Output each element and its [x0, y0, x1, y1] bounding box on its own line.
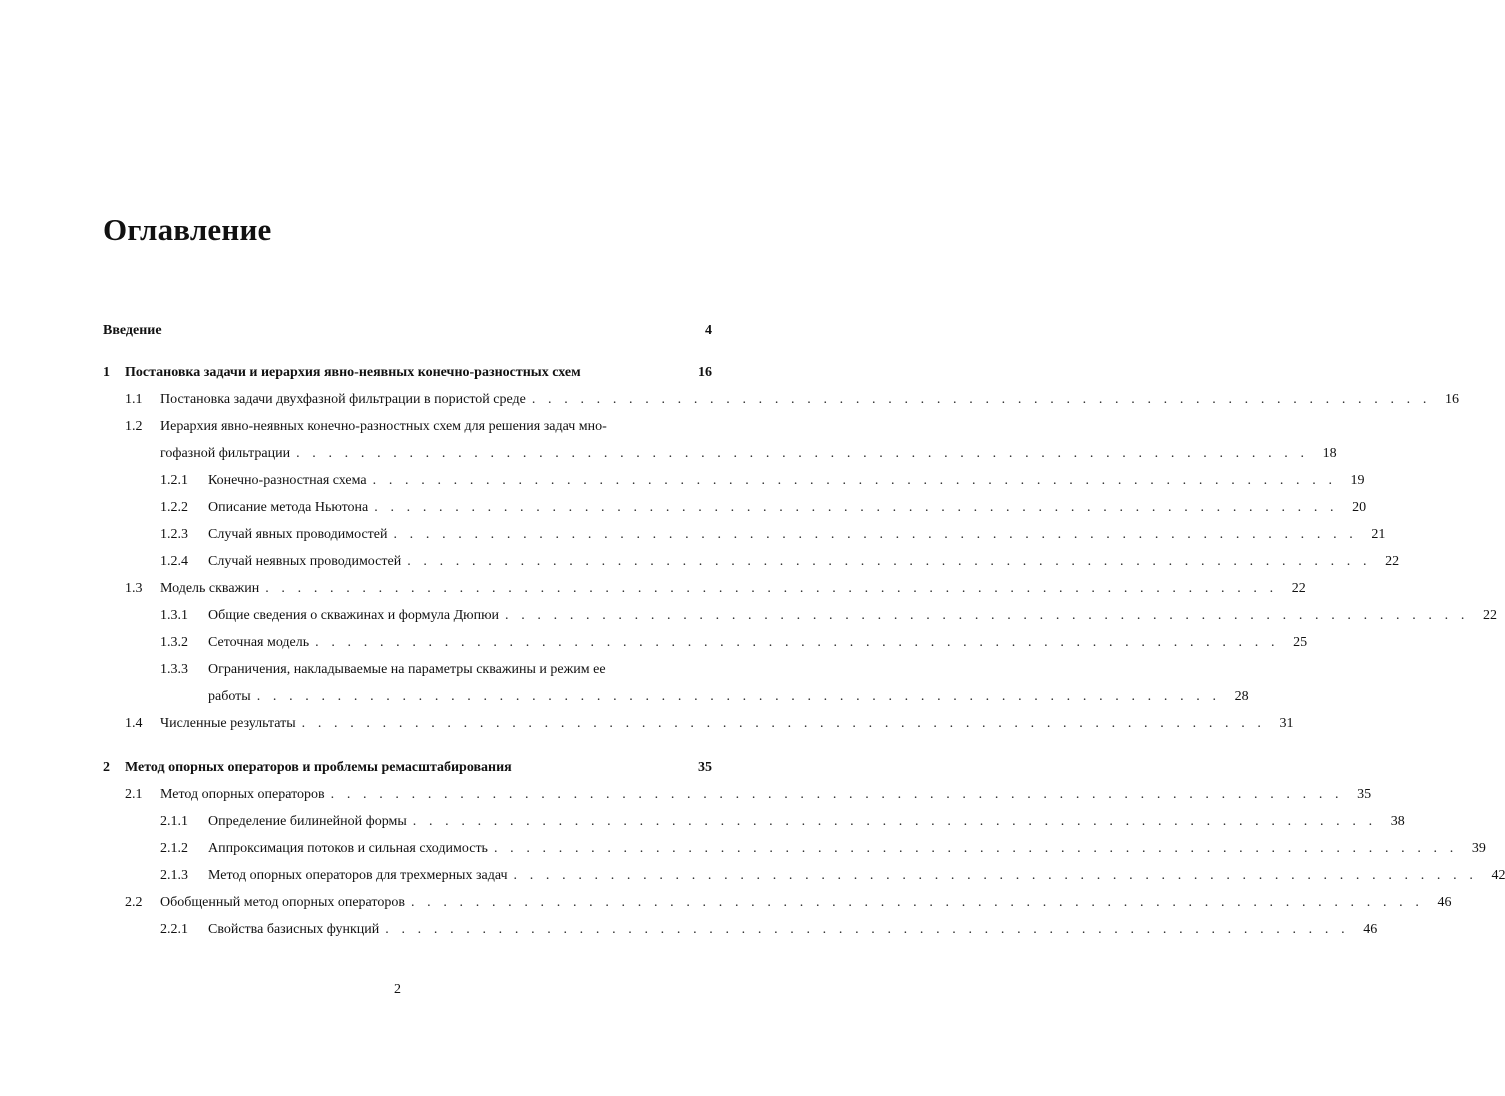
toc-page: 22	[1291, 581, 1306, 596]
toc-page: 35	[1357, 787, 1372, 802]
toc-entry-2-2[interactable]	[103, 892, 1452, 914]
toc-number: 1.2.4	[160, 554, 188, 569]
toc-number: 2.1.2	[160, 841, 188, 856]
toc-page: 22	[1385, 554, 1400, 569]
toc-leader-dots: . . . . . . . . . . . . . . . . . . . . . . . . . . . . . . . . . . . . . . . . . . . . . . . . . . . . . . . . . . . .	[372, 473, 1337, 488]
toc-title: Сеточная модель	[208, 635, 310, 650]
toc-title: Аппроксимация потоков и сильная сходимость	[208, 841, 488, 856]
toc-leader-dots: . . . . . . . . . . . . . . . . . . . . . . . . . . . . . . . . . . . . . . . . . . . . . . . . . . . . . . . . . . . .	[374, 500, 1339, 515]
toc-title: Случай явных проводимостей	[208, 527, 388, 542]
toc-number: 2	[103, 760, 110, 775]
toc-entry-1-2-2[interactable]	[103, 497, 1367, 519]
toc-leader-dots: . . . . . . . . . . . . . . . . . . . . . . . . . . . . . . . . . . . . . . . . . . . . . . . . . . . . . . . . . . . .	[505, 608, 1469, 623]
toc-entry-2-1-1[interactable]	[103, 811, 1405, 833]
toc-number: 1.3.3	[160, 662, 188, 677]
toc-entry-2-2-1[interactable]	[103, 919, 1378, 941]
toc-leader-dots: . . . . . . . . . . . . . . . . . . . . . . . . . . . . . . . . . . . . . . . . . . . . . . . . . . . . . . . . . . . .	[407, 554, 1372, 569]
toc-page: 31	[1279, 716, 1294, 731]
toc-page: 25	[1293, 635, 1308, 650]
toc-page: 16	[698, 365, 712, 380]
toc-entry-chapter-2[interactable]	[103, 757, 712, 779]
toc-entry-1-2[interactable]	[103, 416, 712, 438]
toc-page: 35	[698, 760, 712, 775]
toc-title: Случай неявных проводимостей	[208, 554, 402, 569]
toc-page: 18	[1322, 446, 1337, 461]
toc-title: Метод опорных операторов	[160, 787, 325, 802]
toc-title: Свойства базисных функций	[208, 922, 380, 937]
toc-entry-intro[interactable]	[103, 320, 712, 342]
toc-page: 21	[1371, 527, 1386, 542]
toc-leader-dots: . . . . . . . . . . . . . . . . . . . . . . . . . . . . . . . . . . . . . . . . . . . . . . . . . . . . . . . . . . . .	[315, 635, 1280, 650]
toc-page: 4	[705, 323, 712, 338]
toc-page: 38	[1390, 814, 1405, 829]
toc-entry-1-3[interactable]	[103, 578, 1306, 600]
toc-leader-dots: . . . . . . . . . . . . . . . . . . . . . . . . . . . . . . . . . . . . . . . . . . . . . . . . . . . . . . . . . . . . . . .	[265, 581, 1278, 596]
toc-leader-dots: . . . . . . . . . . . . . . . . . . . . . . . . . . . . . . . . . . . . . . . . . . . . . . . . . . . . . . . . . . . . . . .	[296, 446, 1309, 461]
toc-page: 46	[1363, 922, 1378, 937]
toc-entry-2-1-3[interactable]	[103, 865, 1505, 887]
page-number: 2	[394, 982, 401, 997]
toc-entry-1-3-3-continued[interactable]	[103, 686, 1249, 708]
toc-title: Постановка задачи и иерархия явно-неявных конечно-разностных схем	[125, 365, 581, 380]
toc-page: 20	[1352, 500, 1367, 515]
toc-title: работы	[208, 689, 251, 704]
toc-title: Иерархия явно-неявных конечно-разностных схем для решения задач мно-	[160, 419, 607, 434]
toc-leader-dots: . . . . . . . . . . . . . . . . . . . . . . . . . . . . . . . . . . . . . . . . . . . . . . . . . . . . . . . .	[531, 392, 1431, 407]
toc-entry-2-1[interactable]	[103, 784, 1372, 806]
toc-leader-dots: . . . . . . . . . . . . . . . . . . . . . . . . . . . . . . . . . . . . . . . . . . . . . . . . . . . . . . . . . . . .	[385, 922, 1350, 937]
toc-entry-1-3-2[interactable]	[103, 632, 1308, 654]
toc-entry-chapter-1[interactable]	[103, 362, 712, 384]
toc-page: 19	[1350, 473, 1365, 488]
toc-page: 28	[1234, 689, 1249, 704]
toc-page: 16	[1444, 392, 1459, 407]
toc-page: 39	[1471, 841, 1486, 856]
toc-title: Конечно-разностная схема	[208, 473, 367, 488]
toc-number: 1.2.3	[160, 527, 188, 542]
toc-title: Определение билинейной формы	[208, 814, 407, 829]
toc-number: 1.3.1	[160, 608, 188, 623]
toc-number: 2.1.1	[160, 814, 188, 829]
toc-entry-1-2-continued[interactable]	[103, 443, 1337, 465]
toc-page: 22	[1482, 608, 1497, 623]
toc-title: Введение	[103, 323, 162, 338]
toc-title: гофазной фильтрации	[160, 446, 291, 461]
toc-title: Модель скважин	[160, 581, 260, 596]
toc-entry-1-2-1[interactable]	[103, 470, 1365, 492]
toc-entry-1-2-3[interactable]	[103, 524, 1386, 546]
toc-number: 1.4	[125, 716, 143, 731]
toc-title: Обобщенный метод опорных операторов	[160, 895, 405, 910]
toc-number: 2.2	[125, 895, 143, 910]
toc-title: Ограничения, накладываемые на параметры скважины и режим ее	[208, 662, 606, 677]
toc-number: 1.3	[125, 581, 143, 596]
toc-entry-1-3-1[interactable]	[103, 605, 1497, 627]
toc-number: 2.1.3	[160, 868, 188, 883]
toc-number: 2.2.1	[160, 922, 188, 937]
toc-entry-1-2-4[interactable]	[103, 551, 1400, 573]
toc-number: 1.2	[125, 419, 143, 434]
toc-title: Описание метода Ньютона	[208, 500, 369, 515]
toc-page: 46	[1437, 895, 1452, 910]
toc-title: Метод опорных операторов для трехмерных задач	[208, 868, 508, 883]
toc-leader-dots: . . . . . . . . . . . . . . . . . . . . . . . . . . . . . . . . . . . . . . . . . . . . . . . . . . . . . . . . . . . .	[393, 527, 1358, 542]
toc-leader-dots: . . . . . . . . . . . . . . . . . . . . . . . . . . . . . . . . . . . . . . . . . . . . . . . . . . . . . . . . . . . .	[412, 814, 1377, 829]
toc-number: 1.1	[125, 392, 143, 407]
toc-number: 2.1	[125, 787, 143, 802]
toc-entry-1-4[interactable]	[103, 713, 1294, 735]
toc-title: Метод опорных операторов и проблемы ремасштабирования	[125, 760, 512, 775]
toc-leader-dots: . . . . . . . . . . . . . . . . . . . . . . . . . . . . . . . . . . . . . . . . . . . . . . . . . . . . . . . . . . . .	[493, 841, 1458, 856]
toc-leader-dots: . . . . . . . . . . . . . . . . . . . . . . . . . . . . . . . . . . . . . . . . . . . . . . . . . . . . . . . . . . . .	[256, 689, 1221, 704]
toc-title: Общие сведения о скважинах и формула Дюпюи	[208, 608, 500, 623]
toc-number: 1.2.1	[160, 473, 188, 488]
toc-number: 1	[103, 365, 110, 380]
toc-leader-dots: . . . . . . . . . . . . . . . . . . . . . . . . . . . . . . . . . . . . . . . . . . . . . . . . . . . . . . . . . . . .	[301, 716, 1266, 731]
toc-page: 42	[1491, 868, 1505, 883]
toc-entry-2-1-2[interactable]	[103, 838, 1486, 860]
toc-number: 1.3.2	[160, 635, 188, 650]
toc-title: Постановка задачи двухфазной фильтрации в пористой среде	[160, 392, 526, 407]
toc-leader-dots: . . . . . . . . . . . . . . . . . . . . . . . . . . . . . . . . . . . . . . . . . . . . . . . . . . . . . . . . . . . . . . .	[330, 787, 1344, 802]
toc-heading: Оглавление	[103, 212, 272, 247]
toc-entry-1-1[interactable]	[103, 389, 1459, 411]
toc-leader-dots: . . . . . . . . . . . . . . . . . . . . . . . . . . . . . . . . . . . . . . . . . . . . . . . . . . . . . . . . . . . . . . .	[410, 895, 1424, 910]
toc-number: 1.2.2	[160, 500, 188, 515]
toc-leader-dots: . . . . . . . . . . . . . . . . . . . . . . . . . . . . . . . . . . . . . . . . . . . . . . . . . . . . . . . . . . . .	[513, 868, 1478, 883]
toc-entry-1-3-3[interactable]	[103, 659, 712, 681]
toc-title: Численные результаты	[160, 716, 296, 731]
